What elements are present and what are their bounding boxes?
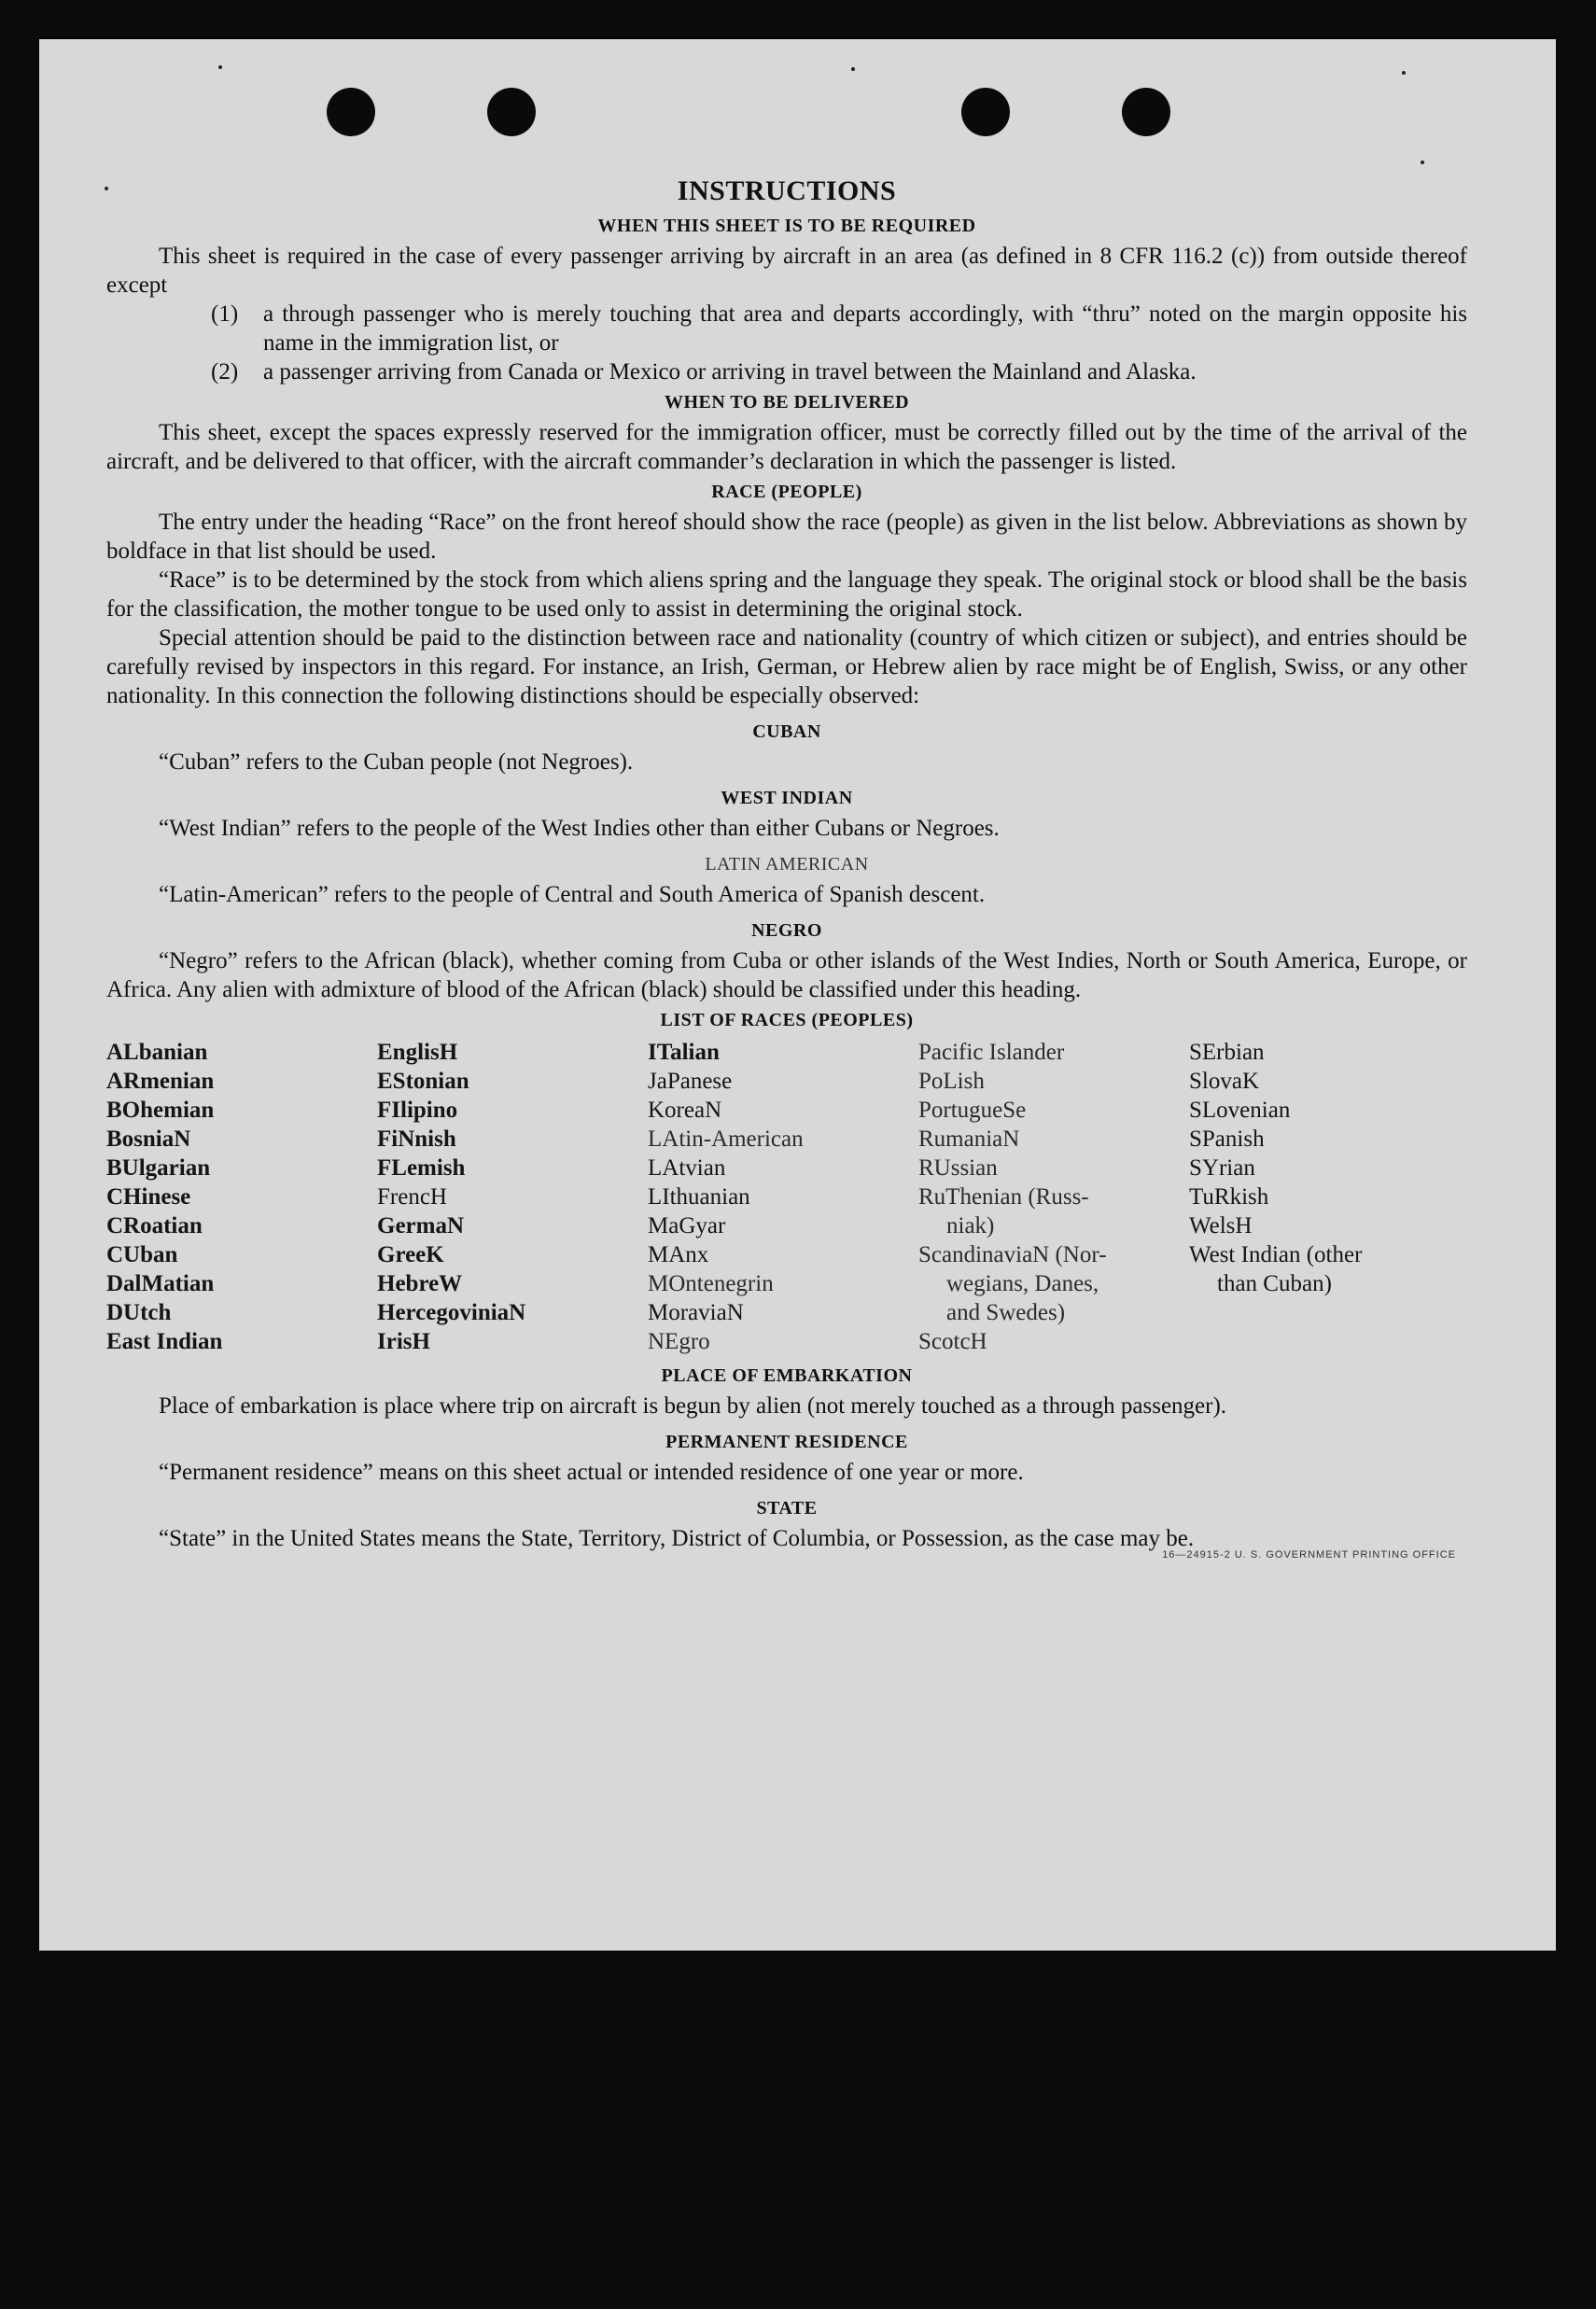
race-entry: FrencH (377, 1184, 447, 1210)
race-entry: DalMatian (106, 1271, 215, 1296)
race-entry: East Indian (106, 1329, 223, 1354)
race-entry: wegians, Danes, (946, 1271, 1099, 1296)
race-entry: PoLish (918, 1069, 985, 1094)
heading-west-indian: WEST INDIAN (721, 788, 853, 808)
heading-embarkation: PLACE OF EMBARKATION (661, 1365, 913, 1386)
residence-text: “Permanent residence” means on this sheet actual or intended residence of one year or more. (159, 1460, 1024, 1485)
race-entry: FLemish (377, 1155, 466, 1181)
west-indian-text: “West Indian” refers to the people of the West Indies other than either Cubans or Negroes. (159, 816, 1000, 841)
punch-hole (487, 88, 536, 136)
embarkation-text: Place of embarkation is place where trip on aircraft is begun by alien (not merely touched as a through passenger). (159, 1393, 1227, 1419)
race-entry: PortugueSe (918, 1098, 1027, 1123)
delivered-text: This sheet, except the spaces expressly reserved for the immigration officer, must be correctly filled out by the time of the arrival of the aircraft, and be delivered to that officer, with the aircraft commander’s declaration in which the passenger is listed. (106, 420, 1467, 474)
race-entry: MOntenegrin (648, 1271, 774, 1296)
race-entry: RUssian (918, 1155, 998, 1181)
race-entry: RumaniaN (918, 1127, 1020, 1152)
race-entry: ScotcH (918, 1329, 987, 1354)
races-column (918, 1038, 1189, 1356)
race-entry: BOhemian (106, 1098, 215, 1123)
race-entry: SYrian (1189, 1155, 1255, 1181)
race-entry: LIthuanian (648, 1184, 750, 1210)
document-page (39, 39, 1556, 1951)
punch-hole (327, 88, 375, 136)
race-entry: CUban (106, 1242, 178, 1267)
required-item (106, 300, 1467, 357)
race-entry: FIlipino (377, 1098, 458, 1123)
race-entry: BUlgarian (106, 1155, 211, 1181)
latin-american-text: “Latin-American” refers to the people of Central and South America of Spanish descent. (159, 882, 986, 907)
heading-state: STATE (756, 1498, 818, 1518)
race-entry: HebreW (377, 1271, 463, 1296)
heading-race: RACE (PEOPLE) (711, 482, 862, 502)
item-number: (2) (211, 359, 239, 385)
race-entry: LAtvian (648, 1155, 726, 1181)
punch-hole (961, 88, 1010, 136)
speck (1402, 71, 1406, 75)
races-column (1189, 1038, 1460, 1356)
heading-required: WHEN THIS SHEET IS TO BE REQUIRED (597, 216, 976, 236)
race-entry: Pacific Islander (918, 1040, 1065, 1065)
race-paragraph: Special attention should be paid to the distinction between race and nationality (country of which citizen or subject), and entries should be carefully revised by inspectors in this regard. For instance, an Irish, German, or Hebrew alien by race might be of English, Swiss, or any other nationality. In this connection the following distinctions should be especially observed: (106, 625, 1467, 708)
cuban-text: “Cuban” refers to the Cuban people (not Negroes). (159, 749, 634, 775)
race-entry: NEgro (648, 1329, 710, 1354)
speck (851, 67, 855, 71)
heading-residence: PERMANENT RESIDENCE (665, 1432, 908, 1452)
race-entry: KoreaN (648, 1098, 722, 1123)
race-entry: EStonian (377, 1069, 469, 1094)
race-entry: MaGyar (648, 1213, 726, 1238)
race-entry: ARmenian (106, 1069, 215, 1094)
race-entry: TuRkish (1189, 1184, 1269, 1210)
race-entry: EnglisH (377, 1040, 458, 1065)
speck (218, 65, 222, 69)
race-entry: BosniaN (106, 1127, 191, 1152)
required-text: This sheet is required in the case of every passenger arriving by aircraft in an area (as defined in 8 CFR 116.2 (c)) from outside thereof except (106, 244, 1467, 298)
race-entry: SErbian (1189, 1040, 1265, 1065)
race-entry: ScandinaviaN (Nor- (918, 1242, 1107, 1267)
races-list (106, 1038, 1467, 1356)
item-number: (1) (211, 301, 239, 327)
race-entry: LAtin-American (648, 1127, 804, 1152)
races-column (648, 1038, 918, 1356)
race-entry: FiNnish (377, 1127, 456, 1152)
state-text: “State” in the United States means the State, Territory, District of Columbia, or Possession, as the case may be. (159, 1526, 1195, 1551)
race-entry: CHinese (106, 1184, 191, 1210)
race-entry: than Cuban) (1217, 1271, 1332, 1296)
required-item (106, 357, 1467, 386)
instructions-content (106, 173, 1467, 1570)
races-column (377, 1038, 648, 1356)
race-entry: JaPanese (648, 1069, 733, 1094)
race-entry: ITalian (648, 1040, 720, 1065)
race-paragraph: The entry under the heading “Race” on the front hereof should show the race (people) as given in the list below. Abbreviations as shown by boldface in that list should be used. (106, 510, 1467, 564)
race-entry: West Indian (other (1189, 1242, 1363, 1267)
heading-list-of-races: LIST OF RACES (PEOPLES) (660, 1010, 914, 1030)
negro-text: “Negro” refers to the African (black), whether coming from Cuba or other islands of the West Indies, North or South America, Europe, or Africa. Any alien with admixture of blood of the African (black) should be classified under this heading. (106, 948, 1467, 1002)
race-entry: GermaN (377, 1213, 465, 1238)
race-entry: ALbanian (106, 1040, 208, 1065)
item-text: a passenger arriving from Canada or Mexico or arriving in travel between the Mainland and Alaska. (263, 359, 1197, 385)
race-entry: DUtch (106, 1300, 172, 1325)
speck (1421, 161, 1424, 164)
race-entry: and Swedes) (946, 1300, 1066, 1325)
race-entry: MAnx (648, 1242, 709, 1267)
race-entry: MoraviaN (648, 1300, 744, 1325)
races-column (106, 1038, 377, 1356)
heading-latin-american: LATIN AMERICAN (705, 854, 869, 875)
heading-delivered: WHEN TO BE DELIVERED (664, 392, 910, 413)
race-entry: SlovaK (1189, 1069, 1259, 1094)
race-entry: SPanish (1189, 1127, 1265, 1152)
race-entry: IrisH (377, 1329, 430, 1354)
race-paragraph: “Race” is to be determined by the stock from which aliens spring and the language they speak. The original stock or blood shall be the basis for the classification, the mother tongue to be used only to assist in determining the original stock. (106, 567, 1467, 622)
heading-cuban: CUBAN (752, 721, 821, 742)
item-text: a through passenger who is merely touching that area and departs accordingly, with “thru” noted on the margin opposite his name in the immigration list, or (263, 301, 1467, 356)
print-code: 16—24915-2 U. S. GOVERNMENT PRINTING OFFICE (1162, 1549, 1456, 1560)
race-entry: HercegoviniaN (377, 1300, 526, 1325)
race-entry: WelsH (1189, 1213, 1253, 1238)
heading-negro: NEGRO (751, 920, 822, 941)
race-entry: niak) (946, 1213, 995, 1238)
race-entry: CRoatian (106, 1213, 203, 1238)
punch-hole (1122, 88, 1170, 136)
page-title: INSTRUCTIONS (677, 175, 897, 206)
race-entry: RuThenian (Russ- (918, 1184, 1089, 1210)
race-entry: SLovenian (1189, 1098, 1291, 1123)
race-entry: GreeK (377, 1242, 444, 1267)
